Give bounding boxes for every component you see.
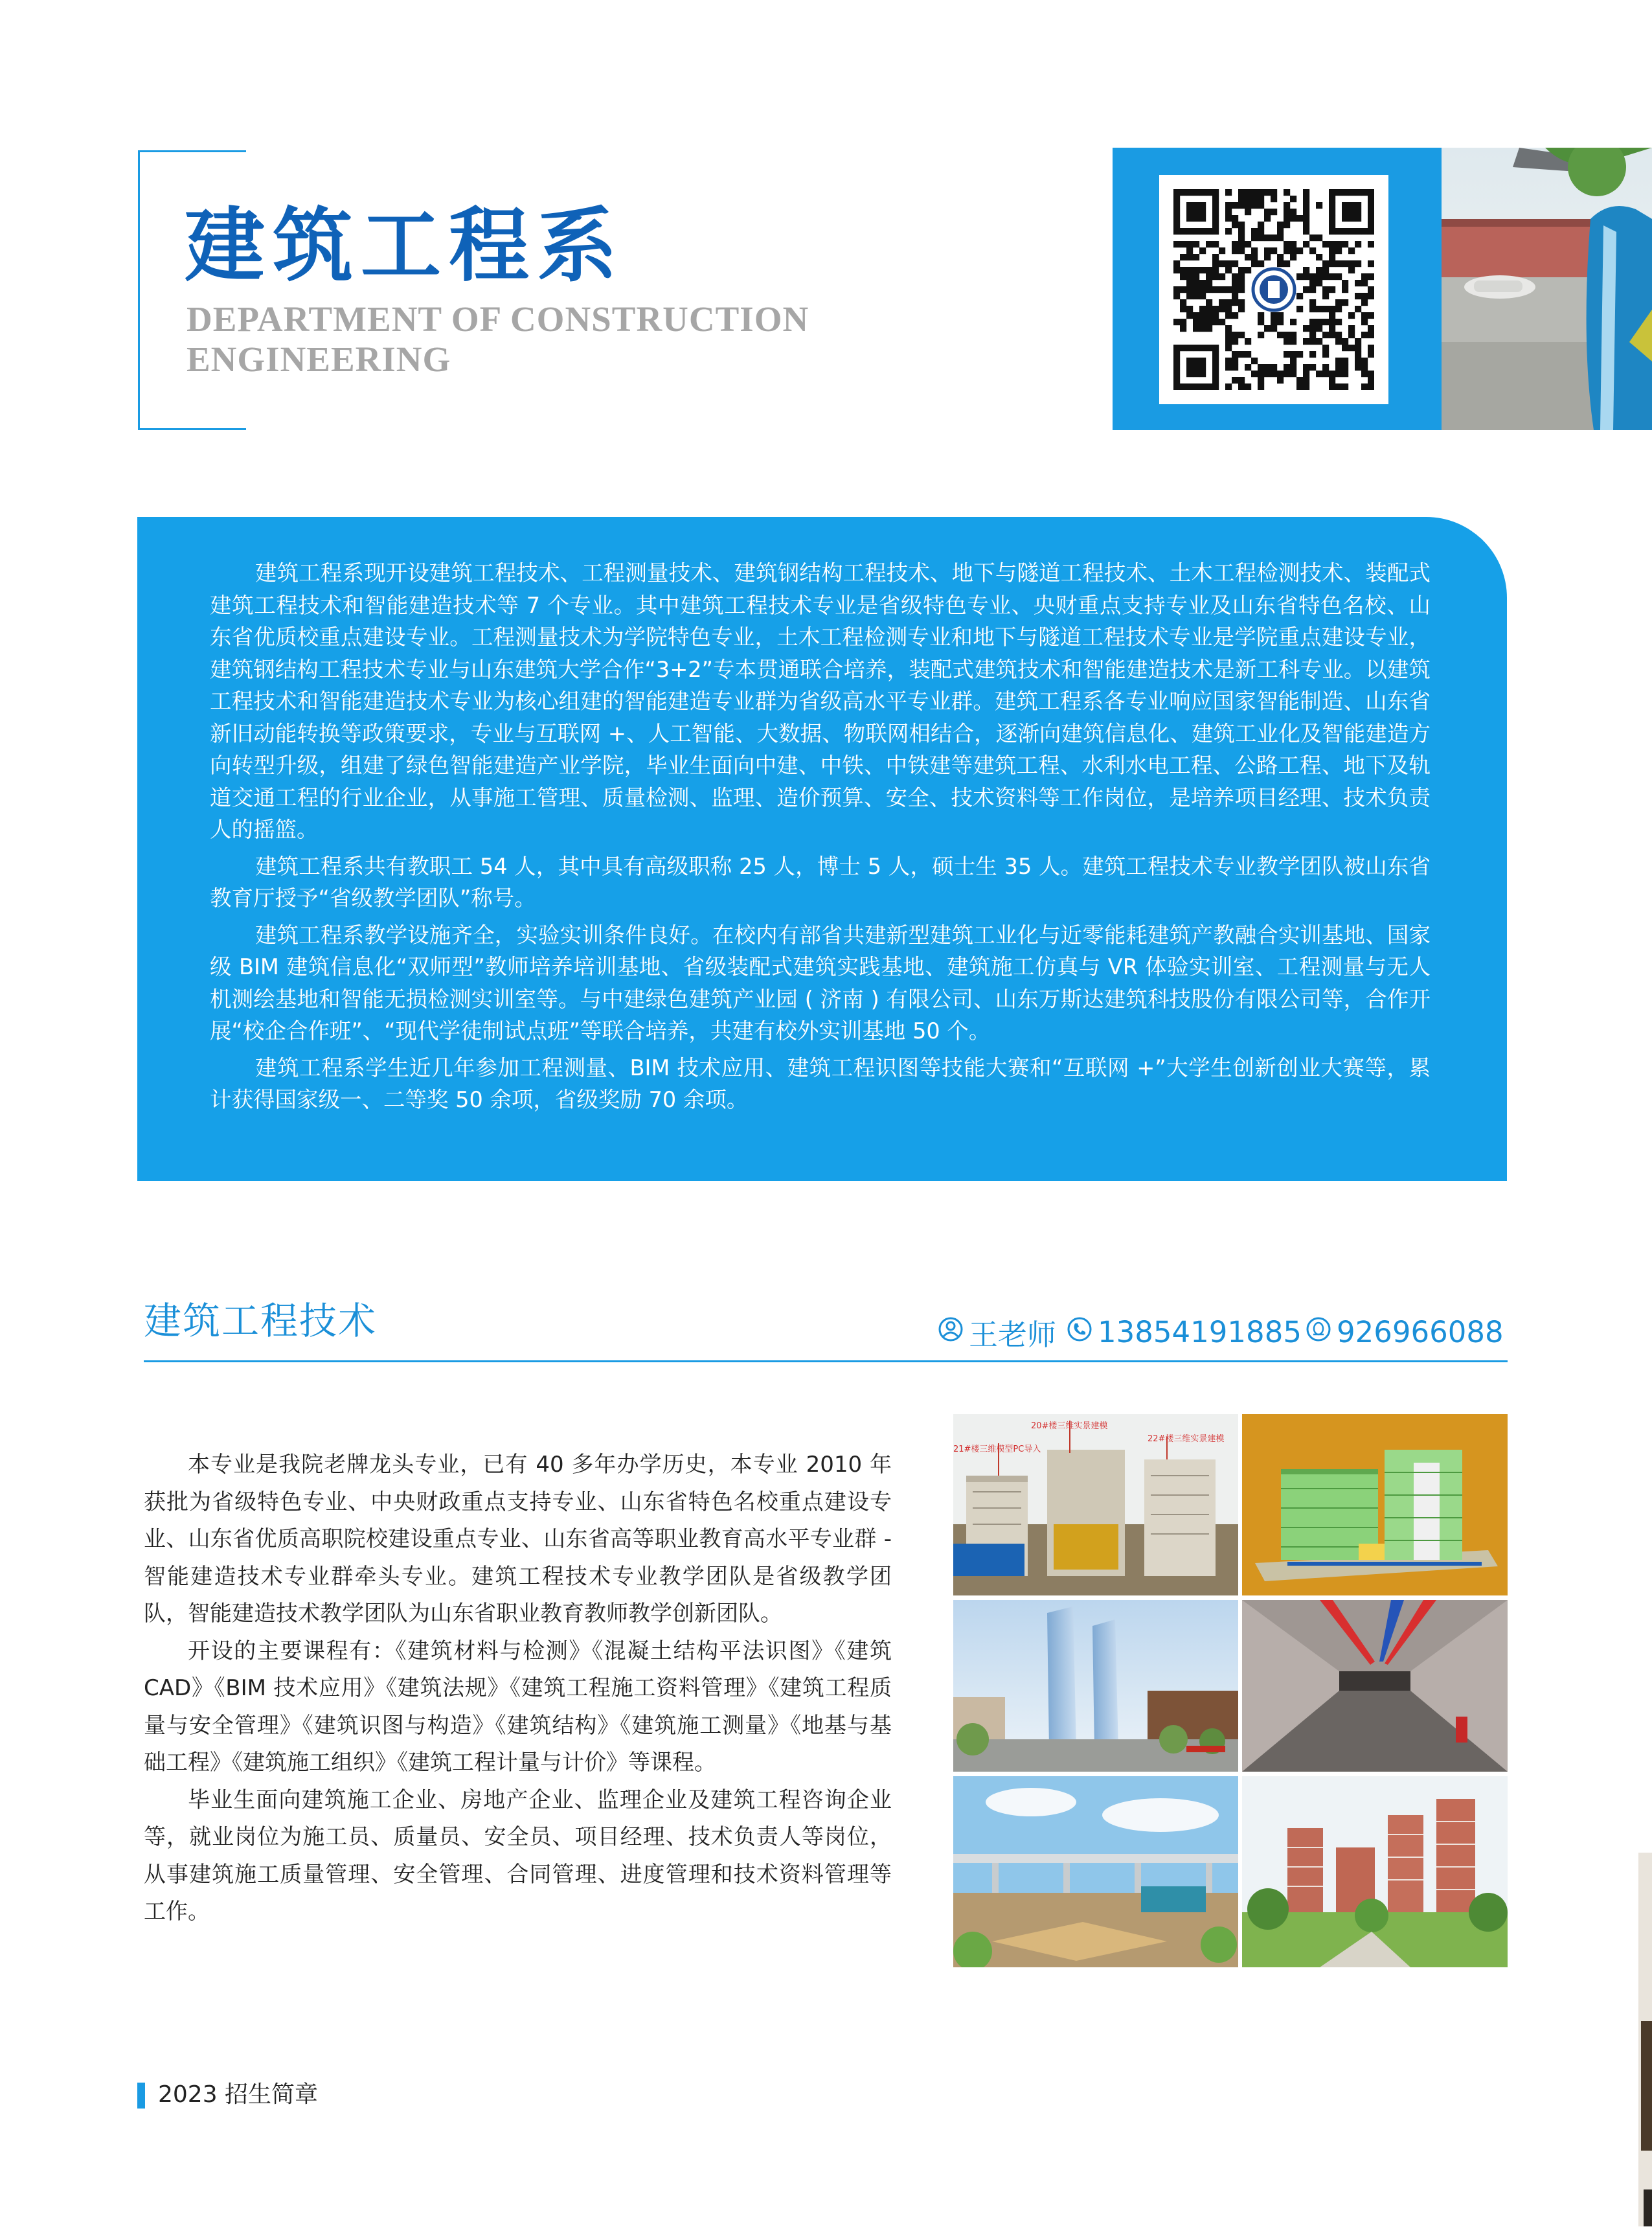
phone-icon — [1067, 1315, 1092, 1349]
subtitle-line-1: DEPARTMENT OF CONSTRUCTION — [187, 299, 809, 339]
bim-model-render — [1242, 1414, 1508, 1595]
intro-paragraph: 建筑工程系学生近几年参加工程测量、BIM 技术应用、建筑工程识图等技能大赛和“互联网 +”大学生创新创业大赛等，累计获得国家级一、二等奖 50 余项，省级奖励 70 余项。 — [210, 1055, 1431, 1112]
contact-phone: 13854191885 — [1098, 1314, 1302, 1349]
section-title: 建筑工程技术 — [144, 1299, 378, 1343]
qr-code — [1159, 175, 1388, 404]
page-subtitle-en — [187, 299, 931, 380]
program-description — [144, 1446, 892, 1931]
intro-panel — [137, 517, 1507, 1181]
residential-rendering — [1242, 1776, 1508, 1967]
section-divider — [144, 1360, 1508, 1362]
intro-paragraph: 建筑工程系教学设施齐全，实验实训条件良好。在校内有部省共建新型建筑工业化与近零能耗建筑产教融合实训基地、国家级 BIM 建筑信息化“双师型”教师培养培训基地、省级装配式建筑实践基地、建筑施工仿真与 VR 体验实训室、工程测量与无人机测绘基地和智能无损检测实训室等。与中建绿色建筑产业园 ( 济南 ) 有限公司、山东万斯达建筑科技股份有限公司等，合作开展“校企合作班”、“现代学徒制试点班”等联合培养，共建有校外实训基地 50 个。 — [210, 922, 1431, 1044]
contact-qq: 926966088 — [1336, 1314, 1504, 1349]
program-paragraph: 本专业是我院老牌龙头专业，已有 40 多年办学历史，本专业 2010 年获批为省级特色专业、中央财政重点支持专业、山东省特色名校重点建设专业、山东省优质高职院校建设重点专业、山东省高等职业教育高水平专业群 - 智能建造技术专业群牵头专业。建筑工程技术专业教学团队是省级教学团队，智能建造技术教学团队为山东省职业教育教师教学创新团队。 — [144, 1452, 892, 1627]
image-label-b: 21#楼三维模型PC导入 — [953, 1445, 1041, 1454]
qr-code-icon — [1173, 189, 1374, 390]
tower-rendering — [953, 1600, 1238, 1772]
intro-text — [210, 557, 1431, 1121]
footer-text: 2023 招生简章 — [158, 2081, 319, 2108]
footer-accent-bar — [137, 2083, 145, 2109]
intro-paragraph: 建筑工程系现开设建筑工程技术、工程测量技术、建筑钢结构工程技术、地下与隧道工程技术、土木工程检测技术、装配式建筑工程技术和智能建造技术等 7 个专业。其中建筑工程技术专业是省级特色专业、央财重点支持专业及山东省特色名校、山东省优质校重点建设专业。工程测量技术为学院特色专业，土木工程检测专业和地下与隧道工程技术专业是学院重点建设专业，建筑钢结构工程技术专业与山东建筑大学合作“3+2”专本贯通联合培养，装配式建筑技术和智能建造技术是新工科专业。以建筑工程技术和智能建造技术专业为核心组建的智能建造专业群为省级高水平专业群。建筑工程系各专业响应国家智能制造、山东省新旧动能转换等政策要求，专业与互联网 +、人工智能、大数据、物联网相结合，逐渐向建筑信息化、建筑工业化及智能建造方向转型升级，组建了绿色智能建造产业学院，毕业生面向中建、中铁、中铁建等建筑工程、水利水电工程、公路工程、地下及轨道交通工程的行业企业，从事施工管理、质量检测、监理、造价预算、安全、技术资料等工作岗位，是培养项目经理、技术负责人的摇篮。 — [210, 560, 1431, 842]
intro-paragraph: 建筑工程系共有教职工 54 人，其中具有高级职称 25 人，博士 5 人，硕士生 35 人。建筑工程技术专业教学团队被山东省教育厅授予“省级教学团队”称号。 — [210, 853, 1431, 911]
program-paragraph: 毕业生面向建筑施工企业、房地产企业、监理企业及建筑工程咨询企业等，就业岗位为施工员、质量员、安全员、项目经理、技术负责人等岗位，从事建筑施工质量管理、安全管理、合同管理、进度管理和技术资料管理等工作。 — [144, 1787, 892, 1925]
contact-info — [938, 1314, 1504, 1352]
page-title: 建筑工程系 — [185, 199, 626, 293]
subtitle-line-2: ENGINEERING — [187, 339, 451, 379]
adjacent-page-edge — [1627, 1853, 1652, 2226]
image-label-a: 20#楼三维实景建模 — [1031, 1421, 1108, 1431]
campus-photo — [1442, 148, 1652, 430]
bridge-rendering — [953, 1776, 1238, 1967]
image-label-c: 22#楼三维实景建模 — [1148, 1434, 1225, 1444]
corridor-rendering — [1242, 1600, 1508, 1772]
person-icon — [938, 1315, 964, 1349]
qq-icon — [1306, 1315, 1331, 1349]
program-paragraph: 开设的主要课程有：《建筑材料与检测》《混凝土结构平法识图》《建筑 CAD》《BIM 技术应用》《建筑法规》《建筑工程施工资料管理》《建筑工程质量与安全管理》《建筑识图与构造》《建筑结构》《建筑施工测量》《地基与基础工程》《建筑施工组织》《建筑工程计量与计价》等课程。 — [144, 1638, 892, 1776]
construction-site-photo — [953, 1414, 1238, 1595]
contact-name: 王老师 — [969, 1317, 1057, 1352]
